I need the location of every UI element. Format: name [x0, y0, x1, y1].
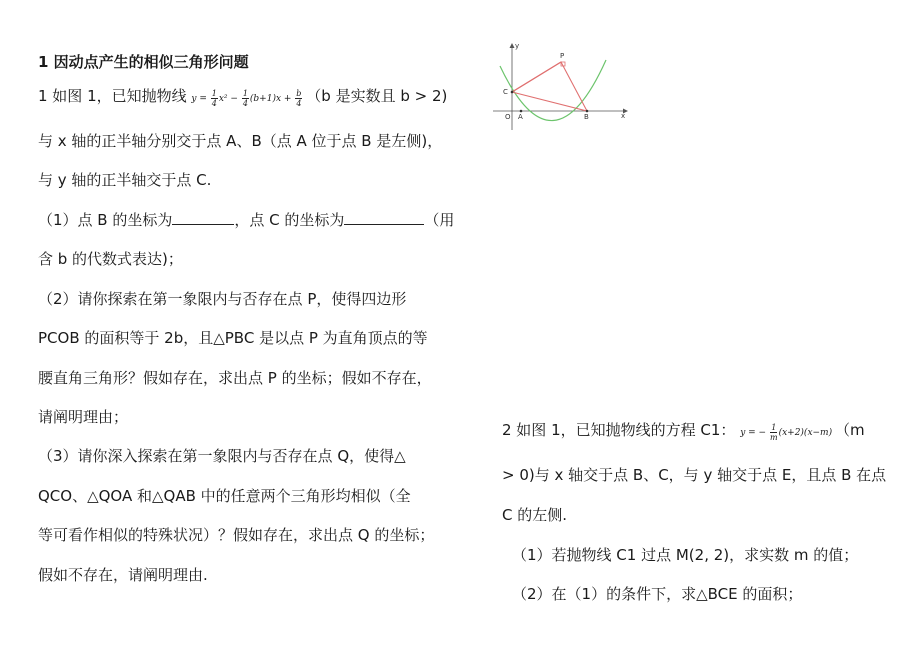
- label-b: B: [584, 113, 589, 121]
- y-axis-arrow: [510, 43, 515, 48]
- p2-frac-num: 1: [771, 423, 777, 432]
- eq-y: y: [191, 94, 197, 104]
- q1-blank-b[interactable]: [172, 210, 234, 225]
- p1-line-3: 与 y 轴的正半轴交于点 C.: [38, 171, 212, 189]
- p2-q2-line: （2）在（1）的条件下，求△BCE 的面积；: [512, 585, 803, 603]
- p2-line-1: [502, 420, 865, 443]
- p1-q1-line-2: 含 b 的代数式表达)；: [38, 250, 183, 268]
- p1-q1-line: [38, 210, 454, 230]
- frac-1-den: 4: [211, 99, 217, 108]
- p1-q2-line-2: PCOB 的面积等于 2b，且△PBC 是以点 P 为直角顶点的等: [38, 329, 428, 347]
- eq-mid-2: (b+1)x +: [249, 94, 295, 104]
- p2-q1-line: （1）若抛物线 C1 过点 M(2, 2)，求实数 m 的值；: [512, 546, 859, 564]
- label-p: P: [560, 52, 565, 60]
- q1-part-a: （1）点 B 的坐标为: [38, 211, 173, 229]
- p2-l1-suffix: （m: [834, 421, 865, 439]
- frac-3-den: 4: [296, 99, 302, 108]
- point-b: [586, 110, 589, 113]
- p1-l1-prefix: 1 如图 1，已知抛物线: [38, 87, 192, 105]
- p1-q3-line-1: （3）请你深入探索在第一象限内与否存在点 Q，使得△: [38, 447, 406, 465]
- p1-equation: [191, 89, 306, 108]
- p2-eq-frac: [770, 423, 778, 442]
- label-o: O: [505, 113, 511, 121]
- p2-eq-equals: = −: [745, 428, 769, 438]
- p1-l1-suffix: （b 是实数且 b > 2): [306, 87, 448, 105]
- frac-2-num: 1: [242, 89, 248, 98]
- p1-q2-line-4: 请阐明理由；: [38, 408, 129, 426]
- p1-q3-line-4: 假如不存在，请阐明理由.: [38, 566, 208, 584]
- problem1-figure: [488, 38, 638, 138]
- p2-eq-y: y: [740, 428, 746, 438]
- eq-equals: =: [196, 94, 210, 104]
- eq-frac-2: [242, 89, 249, 108]
- parabola-curve: [500, 60, 606, 121]
- eq-frac-3: [295, 89, 302, 108]
- label-c: C: [503, 88, 508, 96]
- q1-part-c: （用: [424, 211, 455, 229]
- p2-line-2: > 0)与 x 轴交于点 B、C，与 y 轴交于点 E，且点 B 在点: [502, 466, 887, 484]
- p1-q3-line-2: QCO、△QOA 和△QAB 中的任意两个三角形均相似（全: [38, 487, 411, 505]
- eq-mid: x² −: [218, 94, 241, 104]
- segment-cp: [512, 62, 561, 92]
- p2-line-3: C 的左侧.: [502, 506, 568, 524]
- point-c: [511, 91, 514, 94]
- label-x: x: [621, 112, 626, 120]
- frac-3-num: b: [296, 89, 302, 98]
- eq-frac-1: [211, 89, 218, 108]
- frac-1-num: 1: [211, 89, 217, 98]
- p1-q2-line-1: （2）请你探索在第一象限内与否存在点 P，使得四边形: [38, 290, 407, 308]
- p2-equation: [740, 423, 835, 442]
- point-a: [520, 110, 523, 113]
- q1-blank-c[interactable]: [344, 210, 424, 225]
- p1-q2-line-3: 腰直角三角形？假如存在，求出点 P 的坐标；假如不存在，: [38, 369, 432, 387]
- p1-line-1: [38, 86, 447, 109]
- q1-part-b: ，点 C 的坐标为: [234, 211, 345, 229]
- section-title: 1 因动点产生的相似三角形问题: [38, 53, 249, 71]
- frac-2-den: 4: [242, 99, 248, 108]
- p1-q3-line-3: 等可看作相似的特殊状况）？假如存在，求出点 Q 的坐标；: [38, 526, 435, 544]
- p2-frac-den: m: [769, 433, 778, 442]
- label-a: A: [518, 113, 523, 121]
- p2-l1-prefix: 2 如图 1，已知抛物线的方程 C1：: [502, 421, 736, 439]
- p2-eq-rest: (x+2)(x−m): [778, 428, 833, 438]
- label-y: y: [515, 42, 520, 50]
- p1-line-2: 与 x 轴的正半轴分别交于点 A、B（点 A 位于点 B 是左侧)，: [38, 132, 443, 150]
